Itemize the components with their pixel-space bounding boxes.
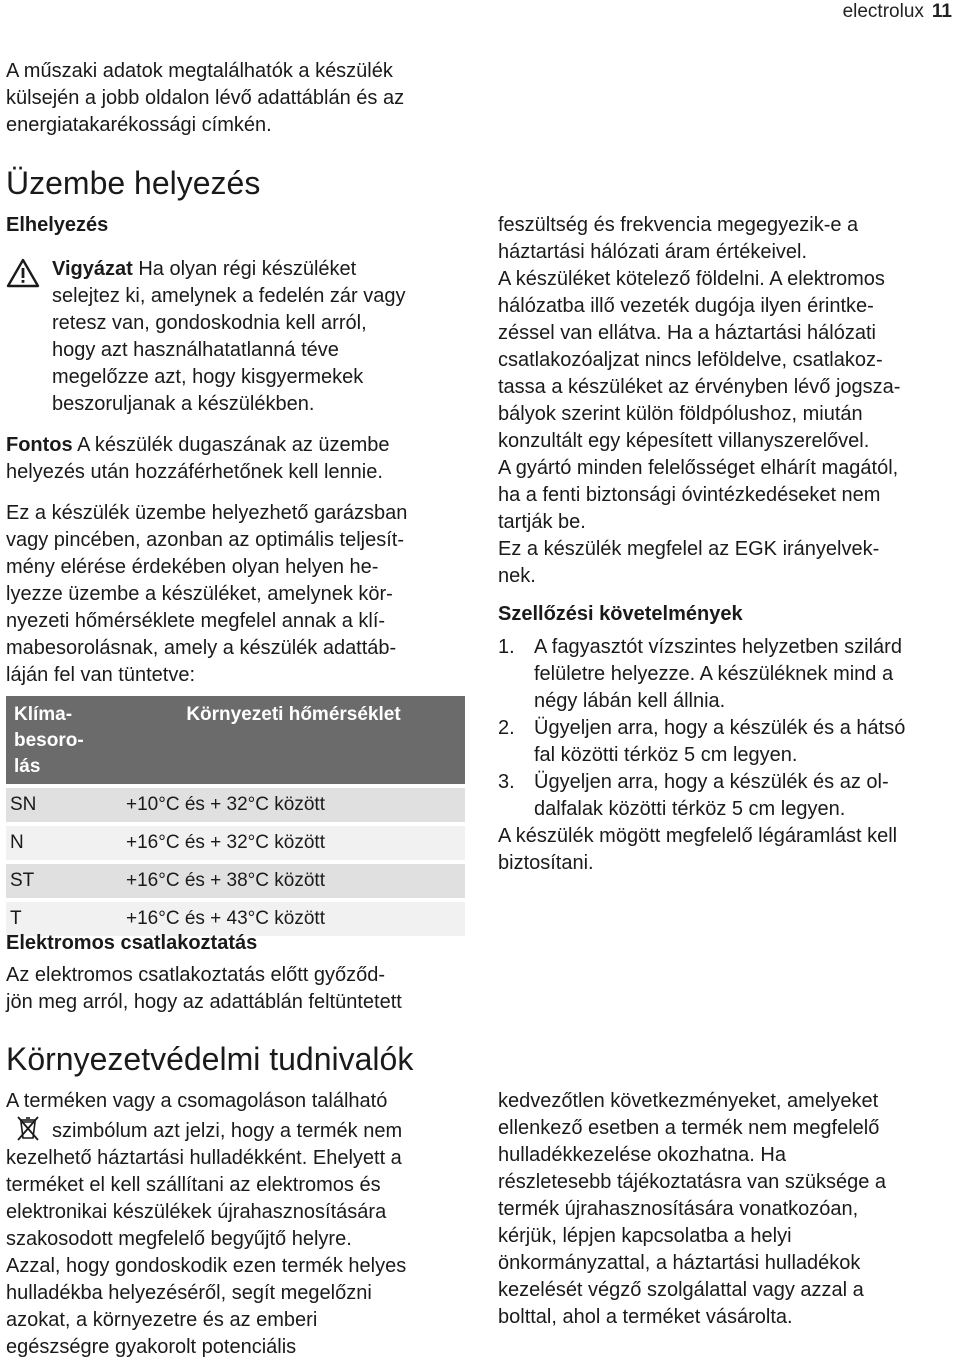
text-line: külsején a jobb oldalon lévő adattáblán és az	[6, 87, 405, 109]
environment-paragraph-continued	[498, 1088, 960, 1331]
text-line: Az elektromos csatlakoztatás előtt győződ-	[6, 964, 386, 986]
text-line: hulladékba helyezéséről, segít megelőzni	[6, 1282, 372, 1304]
text-line: szakosodott megfelelő begyűjtő helyre.	[6, 1228, 352, 1250]
text-line: önkormányzattal, a háztartási hulladékok	[498, 1252, 861, 1274]
text-line: Ügyeljen arra, hogy a készülék és az ol-	[534, 771, 889, 793]
important-first-line	[6, 432, 468, 459]
text-line: helyezés után hozzáférhetőnek kell lennie.	[6, 461, 383, 483]
section-title-installation: Üzembe helyezés	[6, 165, 261, 201]
text-line: felületre helyezze. A készüléknek mind a	[534, 663, 894, 685]
warning-block	[6, 256, 472, 418]
table-row	[6, 862, 465, 900]
text-line: selejtez ki, amelynek a fedelén zár vagy	[52, 285, 406, 307]
ventilation-closing	[498, 823, 960, 877]
list-item	[498, 634, 960, 715]
text-line: A készüléket kötelező földelni. A elektromos	[498, 268, 885, 290]
text-line: A készülék mögött megfelelő légáramlást kell	[498, 825, 898, 847]
text-line: tassa a készüléket az érvényben lévő jogsza-	[498, 376, 901, 398]
text-line: elektronikai készülékek újrahasznosítására	[6, 1201, 387, 1223]
text-line: kedvezőtlen következményeket, amelyeket	[498, 1090, 879, 1112]
text-line: beszoruljanak a készülékben.	[52, 393, 315, 415]
section-title-environment: Környezetvédelmi tudnivalók	[6, 1041, 414, 1077]
page-number: 11	[931, 1, 952, 22]
text-line: jön meg arról, hogy az adattáblán feltüntetett	[6, 991, 402, 1013]
text-line: A műszaki adatok megtalálhatók a készülék	[6, 60, 393, 82]
warning-triangle-icon	[6, 258, 40, 288]
header-line: lás	[14, 756, 41, 777]
text-line: terméket el kell szállítani az elektromos és	[6, 1174, 381, 1196]
text-line: Ügyeljen arra, hogy a készülék és a hátsó	[534, 717, 906, 739]
text-line: biztosítani.	[498, 852, 594, 874]
placement-heading: Elhelyezés	[6, 214, 109, 236]
text-line: hogy azt használhatatlanná téve	[52, 339, 339, 361]
intro-paragraph	[6, 58, 468, 139]
text-line: mabesorolásnak, amely a készülék adattáb-	[6, 637, 397, 659]
text-line: láján fel van tüntetve:	[6, 664, 196, 686]
text-line: nyezeti hőmérséklete megfelel annak a klí-	[6, 610, 386, 632]
warning-text: Ha olyan régi készüléket	[132, 258, 357, 280]
climate-class-cell: N	[6, 824, 122, 862]
ventilation-heading: Szellőzési követelmények	[498, 603, 743, 625]
list-number: 3.	[498, 771, 515, 793]
list-item	[498, 715, 960, 769]
text-line: energiatakarékossági címkén.	[6, 114, 272, 136]
text-line: termék újrahasznosítására vonatkozóan,	[498, 1198, 859, 1220]
text-line: feszültség és frekvencia megegyezik-e a	[498, 214, 859, 236]
text-line: kérjük, lépjen kapcsolatba a helyi	[498, 1225, 792, 1247]
warning-first-line	[52, 256, 472, 283]
text-line: Azzal, hogy gondoskodik ezen termék helyes	[6, 1255, 407, 1277]
table-row	[6, 824, 465, 862]
symbol-line	[6, 1115, 468, 1145]
climate-class-table	[6, 696, 465, 936]
temperature-range-cell: +10°C és + 32°C között	[122, 786, 465, 824]
electrical-paragraph	[6, 962, 468, 1016]
text-line: kezelését végző szolgálattal vagy azzal a	[498, 1279, 864, 1301]
text-line: azokat, a környezetre és az emberi	[6, 1309, 318, 1331]
text-line: kezelhető háztartási hulladékként. Ehelyett a	[6, 1147, 402, 1169]
table-header-climate-class	[6, 696, 122, 786]
header-line: besoro-	[14, 730, 84, 751]
text-line: konzultált egy képesített villanyszerelővel.	[498, 430, 870, 452]
table-header-row	[6, 696, 465, 786]
text-line: fal közötti térköz 5 cm legyen.	[534, 744, 798, 766]
text-line: lyezze üzembe a készüléket, amelynek kör-	[6, 583, 393, 605]
page-header	[843, 0, 952, 24]
climate-class-cell: ST	[6, 862, 122, 900]
symbol-text: szimbólum azt jelzi, hogy a termék nem	[52, 1120, 403, 1142]
electrical-paragraph-continued	[498, 212, 960, 590]
text-line: háztartási hálózati áram értékeivel.	[498, 241, 808, 263]
important-text: A készülék dugaszának az üzembe	[72, 434, 390, 456]
text-line: A fagyasztót vízszintes helyzetben szilárd	[534, 636, 902, 658]
text-line: Ez a készülék megfelel az EGK irányelvek-	[498, 538, 880, 560]
warning-label: Vigyázat	[52, 258, 133, 280]
text-line: hulladékkezelése okozhatna. Ha	[498, 1144, 786, 1166]
text-line: bolttal, ahol a terméket vásárolta.	[498, 1306, 793, 1328]
text-line: zéssel van ellátva. Ha a háztartási hálózati	[498, 322, 876, 344]
text-line: nek.	[498, 565, 536, 587]
text-line: ellenkező esetben a termék nem megfelelő	[498, 1117, 880, 1139]
text-line: bályok szerint külön földpólushoz, miután	[498, 403, 863, 425]
text-line: A gyártó minden felelősséget elhárít magától,	[498, 457, 899, 479]
text-line: csatlakozóaljzat nincs leföldelve, csatlakoz-	[498, 349, 883, 371]
text-line: megelőzze azt, hogy kisgyermekek	[52, 366, 364, 388]
climate-class-cell: T	[6, 900, 122, 936]
text-line: Ez a készülék üzembe helyezhető garázsban	[6, 502, 408, 524]
header-line: Klíma-	[14, 704, 73, 725]
text-line: egészségre gyakorolt potenciális	[6, 1336, 297, 1358]
ventilation-list	[498, 634, 960, 823]
table-header-ambient-temperature: Környezeti hőmérséklet	[122, 696, 465, 786]
text-line: A terméken vagy a csomagoláson található	[6, 1090, 388, 1112]
climate-class-cell: SN	[6, 786, 122, 824]
text-line: vagy pincében, azonban az optimális teljesít-	[6, 529, 405, 551]
electrical-heading: Elektromos csatlakoztatás	[6, 932, 258, 954]
text-line: részletesebb tájékoztatásra van szüksége a	[498, 1171, 886, 1193]
list-item	[498, 769, 960, 823]
list-number: 1.	[498, 636, 515, 658]
important-note	[6, 432, 468, 486]
temperature-range-cell: +16°C és + 43°C között	[122, 900, 465, 936]
text-line: dalfalak közötti térköz 5 cm legyen.	[534, 798, 846, 820]
text-line: hálózatba illő vezeték dugója ilyen érintke-	[498, 295, 874, 317]
installation-paragraph	[6, 500, 468, 689]
important-label: Fontos	[6, 434, 73, 456]
environment-paragraph	[6, 1088, 468, 1361]
text-line: ha a fenti biztonsági óvintézkedéseket nem	[498, 484, 881, 506]
table-row	[6, 786, 465, 824]
text-line: tartják be.	[498, 511, 586, 533]
brand-name: electrolux	[842, 1, 924, 22]
text-line: négy lábán kell állnia.	[534, 690, 726, 712]
temperature-range-cell: +16°C és + 38°C között	[122, 862, 465, 900]
text-line: retesz van, gondoskodnia kell arról,	[52, 312, 367, 334]
temperature-range-cell: +16°C és + 32°C között	[122, 824, 465, 862]
list-number: 2.	[498, 717, 515, 739]
crossed-out-bin-icon	[16, 1115, 40, 1141]
text-line: mény elérése érdekében olyan helyen he-	[6, 556, 379, 578]
